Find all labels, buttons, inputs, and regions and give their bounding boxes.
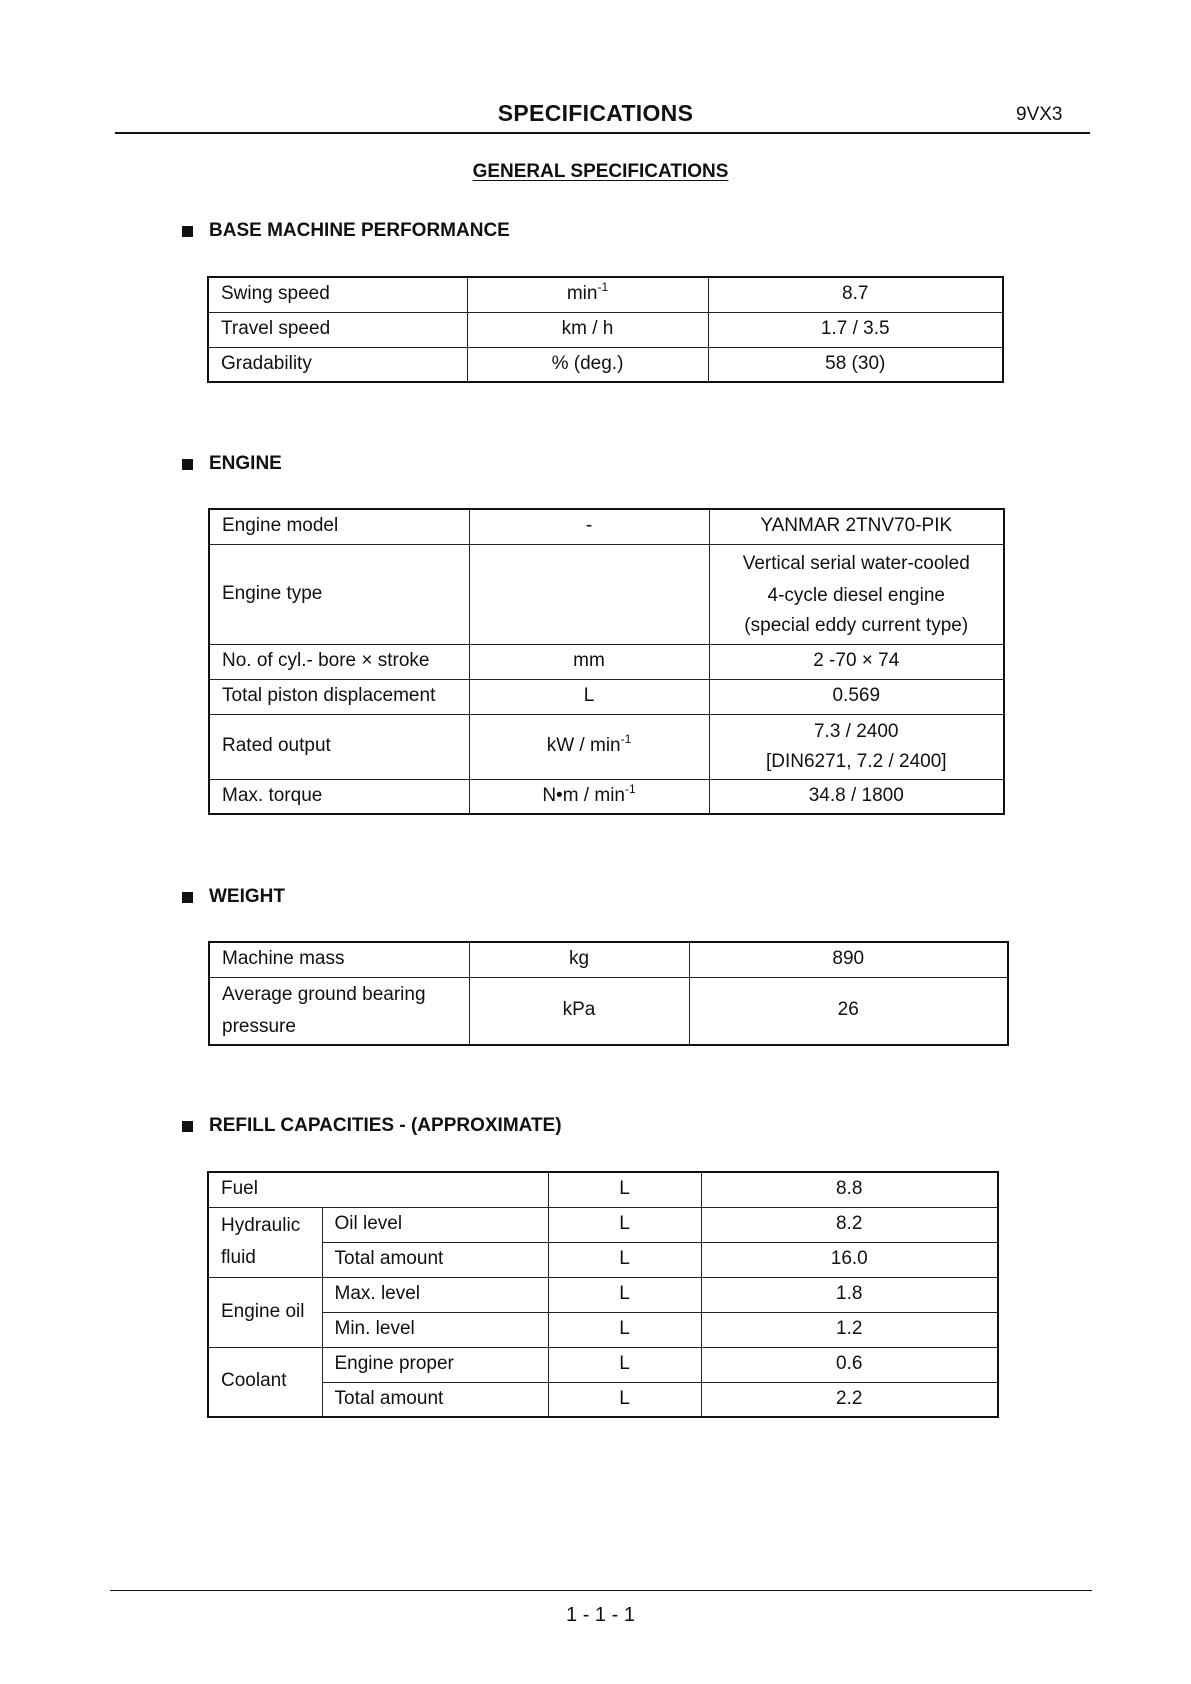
item-cell: Average ground bearing pressure — [209, 977, 469, 1045]
refill-table — [207, 1171, 999, 1418]
table-row — [208, 1347, 998, 1382]
value-cell: 1.7 / 3.5 — [708, 312, 1003, 347]
engine-table — [208, 508, 1005, 815]
value-cell: 8.8 — [701, 1172, 998, 1207]
table-row — [208, 1242, 998, 1277]
item-cell: Rated output — [209, 714, 469, 779]
value-cell: 26 — [689, 977, 1008, 1045]
sub-item-cell: Total amount — [322, 1242, 548, 1277]
table-row — [208, 1312, 998, 1347]
item-cell: Total piston displacement — [209, 679, 469, 714]
value-cell: 890 — [689, 942, 1008, 977]
item-cell: No. of cyl.- bore × stroke — [209, 644, 469, 679]
sub-item-cell: Total amount — [322, 1382, 548, 1417]
table-row — [208, 1382, 998, 1417]
value-cell: 7.3 / 2400 [DIN6271, 7.2 / 2400] — [709, 714, 1004, 779]
page-number: 1 - 1 - 1 — [566, 1604, 635, 1626]
value-cell: 1.8 — [701, 1277, 998, 1312]
unit-cell: % (deg.) — [467, 347, 708, 382]
value-cell: 0.569 — [709, 679, 1004, 714]
square-bullet-icon — [182, 892, 193, 903]
unit-cell: L — [548, 1312, 701, 1347]
table-row — [209, 679, 1004, 714]
unit-cell: km / h — [467, 312, 708, 347]
value-cell: 58 (30) — [708, 347, 1003, 382]
item-cell: Max. torque — [209, 779, 469, 814]
value-cell: 2.2 — [701, 1382, 998, 1417]
page-title: SPECIFICATIONS — [497, 100, 694, 126]
heading-engine — [182, 453, 282, 475]
value-cell: 1.2 — [701, 1312, 998, 1347]
value-cell: 8.7 — [708, 277, 1003, 312]
square-bullet-icon — [182, 459, 193, 470]
heading-text: BASE MACHINE PERFORMANCE — [209, 220, 510, 241]
item-cell: Swing speed — [208, 277, 467, 312]
unit-cell: L — [548, 1382, 701, 1417]
heading-text: ENGINE — [209, 453, 282, 474]
unit-cell: L — [548, 1172, 701, 1207]
square-bullet-icon — [182, 1121, 193, 1132]
item-cell: Travel speed — [208, 312, 467, 347]
value-cell: 34.8 / 1800 — [709, 779, 1004, 814]
heading-base-machine — [182, 220, 510, 242]
value-cell: 8.2 — [701, 1207, 998, 1242]
item-cell: Gradability — [208, 347, 467, 382]
item-cell: Fuel — [208, 1172, 548, 1207]
unit-cell: L — [548, 1207, 701, 1242]
weight-table — [208, 941, 1009, 1046]
table-row — [209, 779, 1004, 814]
table-row — [209, 644, 1004, 679]
item-cell: Engine model — [209, 509, 469, 544]
unit-cell: L — [548, 1277, 701, 1312]
item-cell: Machine mass — [209, 942, 469, 977]
sub-item-cell: Max. level — [322, 1277, 548, 1312]
model-code: 9VX3 — [1016, 104, 1063, 125]
unit-cell: L — [548, 1242, 701, 1277]
square-bullet-icon — [182, 226, 193, 237]
table-row — [209, 544, 1004, 644]
unit-cell: $\min^{-1}$ — [467, 277, 708, 312]
item-cell: Engine type — [209, 544, 469, 644]
heading-weight — [182, 886, 285, 908]
base-machine-table — [207, 276, 1004, 383]
sub-item-cell: Engine proper — [322, 1347, 548, 1382]
group-cell: Coolant — [208, 1347, 322, 1417]
unit-cell — [469, 544, 709, 644]
heading-text: WEIGHT — [209, 886, 285, 907]
unit-cell: - — [469, 509, 709, 544]
table-row — [209, 942, 1008, 977]
value-cell: Vertical serial water-cooled 4-cycle diesel engine (special eddy current type) — [709, 544, 1004, 644]
value-cell: YANMAR 2TNV70-PIK — [709, 509, 1004, 544]
value-cell: 2 -70 × 74 — [709, 644, 1004, 679]
group-cell: Engine oil — [208, 1277, 322, 1347]
unit-cell: N•m / $\min^{-1}$ — [469, 779, 709, 814]
value-cell: 16.0 — [701, 1242, 998, 1277]
table-row — [208, 312, 1003, 347]
section-subtitle: GENERAL SPECIFICATIONS — [472, 161, 729, 182]
unit-cell: kg — [469, 942, 689, 977]
sub-item-cell: Oil level — [322, 1207, 548, 1242]
footer-divider — [110, 1590, 1092, 1591]
table-row — [209, 509, 1004, 544]
heading-refill — [182, 1115, 562, 1137]
header-divider — [115, 132, 1090, 134]
table-row — [209, 977, 1008, 1045]
heading-text: REFILL CAPACITIES - (APPROXIMATE) — [209, 1115, 562, 1136]
unit-cell: L — [469, 679, 709, 714]
table-row — [208, 1172, 998, 1207]
unit-cell: kPa — [469, 977, 689, 1045]
value-cell: 0.6 — [701, 1347, 998, 1382]
group-cell: Hydraulic fluid — [208, 1207, 322, 1277]
table-row — [208, 277, 1003, 312]
table-row — [208, 1277, 998, 1312]
table-row — [208, 1207, 998, 1242]
unit-cell: mm — [469, 644, 709, 679]
unit-cell: L — [548, 1347, 701, 1382]
table-row — [209, 714, 1004, 779]
unit-cell: kW / $\min^{-1}$ — [469, 714, 709, 779]
table-row — [208, 347, 1003, 382]
sub-item-cell: Min. level — [322, 1312, 548, 1347]
